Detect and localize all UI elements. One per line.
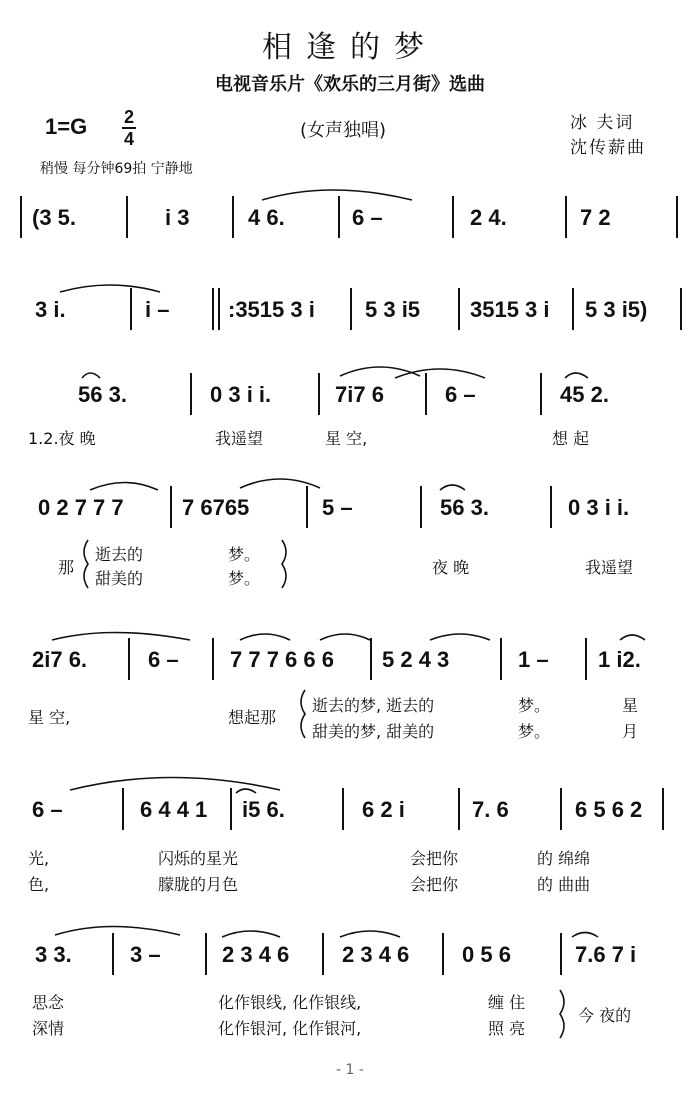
measure: 0 3 i i. xyxy=(210,382,272,407)
lyric: 思念 xyxy=(32,993,65,1012)
lyric: 想 起 xyxy=(552,429,590,448)
lyric: 深情 xyxy=(32,1019,65,1038)
measure: i 3 xyxy=(165,205,190,230)
lyric: 缠 住 xyxy=(488,993,526,1012)
measure: 3 3. xyxy=(35,942,72,967)
lyric: 星 xyxy=(622,696,639,715)
lyric: 那 xyxy=(58,558,75,577)
measure: 7 6765 xyxy=(182,495,250,520)
measure: 6 – xyxy=(148,647,179,672)
lyric: 今 夜的 xyxy=(578,1006,632,1025)
lyric: 甜美的梦, 甜美的 xyxy=(312,722,435,741)
lyric: 星 空, xyxy=(28,708,71,727)
tempo-marking: 稍慢 每分钟69拍 宁静地 xyxy=(40,161,193,177)
lyric: 化作银线, 化作银线, xyxy=(218,993,362,1012)
lyric: 我遥望 xyxy=(585,558,634,577)
measure: 7 7 7 6 6 6 xyxy=(230,647,334,672)
measure: 7. 6 xyxy=(472,797,509,822)
measure: 7.6 7 i xyxy=(575,942,637,967)
lyric: 1.2.夜 晚 xyxy=(28,429,96,448)
composer-credit: 沈传薪曲 xyxy=(570,138,646,158)
measure: 2i7 6. xyxy=(32,647,88,672)
measure: i – xyxy=(145,297,170,322)
lyricist-credit: 冰 夫词 xyxy=(570,113,635,133)
measure: 6 – xyxy=(32,797,63,822)
measure: 5 – xyxy=(322,495,353,520)
measure: 0 5 6 xyxy=(462,942,511,967)
measure: (3 5. xyxy=(32,205,77,230)
measure: 3515 3 i xyxy=(470,297,550,322)
measure: 1 i2. xyxy=(598,647,641,672)
measure: 3 i. xyxy=(35,297,66,322)
lyric: 梦。 xyxy=(228,545,261,564)
lyric: 我遥望 xyxy=(215,429,264,448)
measure: 4 6. xyxy=(248,205,285,230)
voice-type: (女声独唱) xyxy=(300,120,387,141)
measure: 5 2 4 3 xyxy=(382,647,450,672)
measure: i5 6. xyxy=(242,797,285,822)
measure: 2 3 4 6 xyxy=(222,942,290,967)
measure: 6 2 i xyxy=(362,797,405,822)
measure: :3515 3 i xyxy=(228,297,315,322)
lyric: 会把你 xyxy=(410,849,459,868)
lyric: 梦。 xyxy=(228,569,261,588)
measure: 3 – xyxy=(130,942,161,967)
measure: 5 3 i5 xyxy=(365,297,421,322)
measure: 7i7 6 xyxy=(335,382,384,407)
lyric: 照 亮 xyxy=(488,1019,526,1038)
lyric: 梦。 xyxy=(518,722,551,741)
measure: 6 – xyxy=(352,205,383,230)
lyric: 想起那 xyxy=(228,708,277,727)
lyric: 月 xyxy=(622,722,639,741)
lyric: 的 曲曲 xyxy=(537,875,591,894)
lyric: 夜 晚 xyxy=(432,558,470,577)
measure: 7 2 xyxy=(580,205,611,230)
time-numerator: 2 xyxy=(123,107,134,127)
lyric: 逝去的 xyxy=(95,545,144,564)
measure: 45 2. xyxy=(560,382,609,407)
measure: 1 – xyxy=(518,647,549,672)
measure: 6 – xyxy=(445,382,476,407)
lyric: 会把你 xyxy=(410,875,459,894)
lyric: 逝去的梦, 逝去的 xyxy=(312,696,435,715)
key-signature: 1=G xyxy=(45,114,88,139)
lyric: 光, xyxy=(28,849,50,868)
lyric: 朦胧的月色 xyxy=(158,875,239,894)
lyric: 星 空, xyxy=(325,429,368,448)
lyric: 闪烁的星光 xyxy=(158,849,239,868)
measure: 6 4 4 1 xyxy=(140,797,208,822)
song-subtitle: 电视音乐片《欢乐的三月街》选曲 xyxy=(215,74,485,95)
measure: 5 3 i5) xyxy=(585,297,648,322)
measure: 2 3 4 6 xyxy=(342,942,410,967)
measure: 2 4. xyxy=(470,205,507,230)
lyric: 的 绵绵 xyxy=(537,849,591,868)
measure: 56 3. xyxy=(440,495,489,520)
page-number: - 1 - xyxy=(336,1062,364,1078)
lyric: 化作银河, 化作银河, xyxy=(218,1019,362,1038)
lyric: 梦。 xyxy=(518,696,551,715)
song-title: 相逢的梦 xyxy=(262,30,438,65)
lyric: 甜美的 xyxy=(95,569,144,588)
measure: 0 3 i i. xyxy=(568,495,630,520)
time-denominator: 4 xyxy=(123,129,134,149)
measure: 56 3. xyxy=(78,382,127,407)
lyric: 色, xyxy=(28,875,50,894)
measure: 0 2 7 7 7 xyxy=(38,495,124,520)
measure: 6 5 6 2 xyxy=(575,797,643,822)
